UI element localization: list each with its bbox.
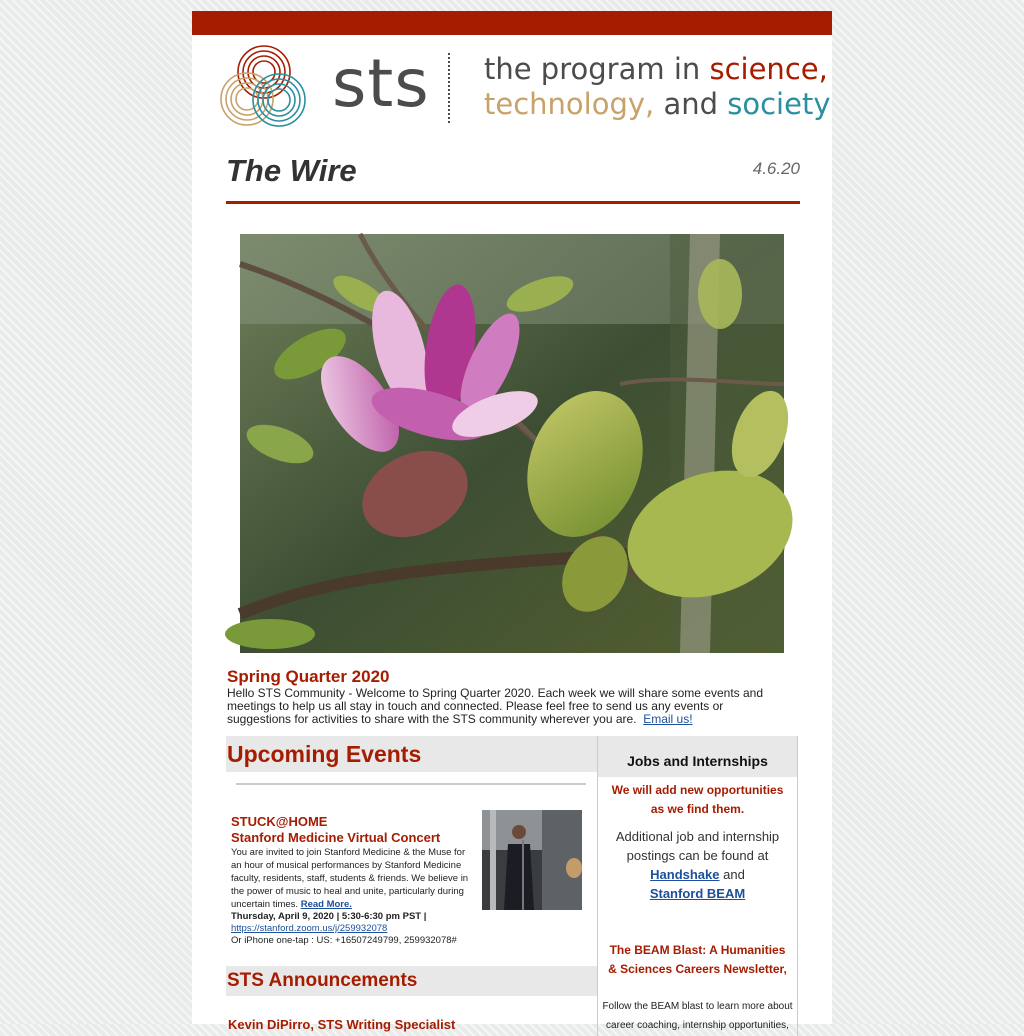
beam-blast-title: The BEAM Blast: A Humanities & Sciences Careers Newsletter, [608, 943, 787, 976]
sts-wordmark: sts [332, 45, 430, 122]
hero-image [240, 234, 784, 653]
jobs-text-before: Additional job and internship postings can be found at [615, 829, 780, 863]
events-column [226, 736, 598, 1032]
tagline-line-2 [484, 87, 831, 121]
handshake-link[interactable]: Handshake [650, 867, 720, 882]
beam-blast-text: Follow the BEAM blast to learn more about career coaching, internship opportunities, [602, 1001, 793, 1031]
tagline-technology: technology, [484, 87, 655, 121]
zoom-link[interactable]: https://stanford.zoom.us/j/259932078 [231, 923, 388, 934]
jobs-heading: Jobs and Internships [598, 736, 797, 777]
tagline-line-1 [484, 52, 828, 86]
event-title-1: STUCK@HOME [231, 814, 328, 829]
singer-photo-icon [482, 810, 582, 910]
magnolia-photo-icon [240, 234, 784, 653]
sts-rings-logo-icon [219, 44, 309, 130]
read-more-link[interactable]: Read More. [300, 899, 352, 910]
tagline-society: society [727, 87, 831, 121]
email-us-link[interactable]: Email us! [643, 712, 693, 726]
events-divider [236, 783, 586, 785]
event-description [231, 846, 471, 911]
event-thumbnail [482, 810, 582, 910]
tagline-science: science, [709, 52, 828, 86]
newsletter-title: The Wire [226, 153, 357, 188]
event-phone: Or iPhone one-tap : US: +16507249799, 259932078# [231, 935, 457, 946]
header-logo [192, 35, 832, 145]
newsletter-header [226, 153, 800, 204]
stanford-beam-link[interactable]: Stanford BEAM [649, 886, 746, 901]
event-title-2: Stanford Medicine Virtual Concert [231, 830, 441, 845]
intro-section [227, 667, 787, 726]
intro-body-text: Hello STS Community - Welcome to Spring Quarter 2020. Each week we will share some events and meetings to help us all stay in touch and connected. Please feel free to send us any events or suggestions for activities to share with the STS community wherever you are. [227, 686, 764, 726]
newsletter-page [192, 11, 832, 1032]
event-datetime: Thursday, April 9, 2020 | 5:30-6:30 pm PST | [231, 911, 427, 922]
jobs-notice: We will add new opportunities as we find them. [611, 783, 784, 816]
announcements-heading: STS Announcements [226, 966, 598, 996]
top-accent-bar [192, 11, 832, 35]
jobs-text-and: and [723, 867, 745, 882]
tagline-and: and [663, 87, 719, 121]
event-meta [231, 911, 591, 947]
announcement-item-title: Kevin DiPirro, STS Writing Specialist [228, 1017, 456, 1032]
logo-divider [448, 53, 450, 123]
jobs-column [597, 736, 798, 1036]
jobs-text [604, 827, 791, 903]
events-heading: Upcoming Events [226, 736, 598, 772]
event-description-text: You are invited to join Stanford Medicine & the Muse for an hour of musical performances by Stanford Medicine faculty, residents, staff, students & friends. We believe in the power of music to heal and unite, particularly during uncertain times. [231, 847, 469, 910]
event-item [231, 814, 586, 947]
tagline-program: the program in [484, 52, 701, 86]
intro-body [227, 687, 787, 726]
newsletter-date: 4.6.20 [752, 159, 800, 178]
intro-heading: Spring Quarter 2020 [227, 667, 390, 686]
